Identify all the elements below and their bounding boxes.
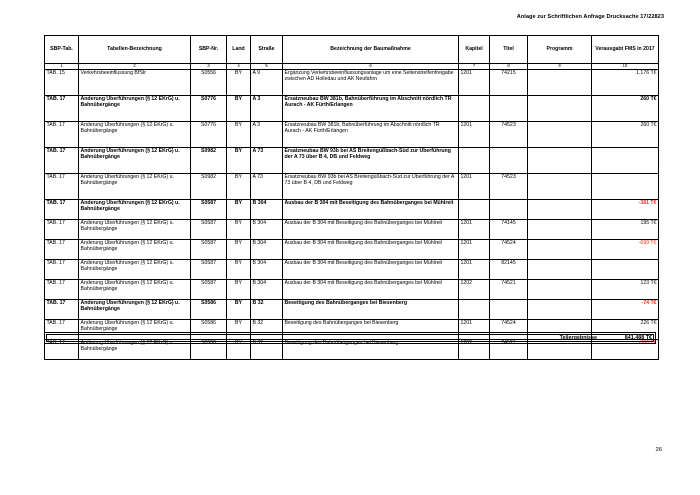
table-row: [45, 219, 659, 239]
table-row: [45, 147, 659, 173]
cell-sbp-tab: TAB. 17: [45, 173, 79, 199]
column-number: 10: [592, 64, 659, 70]
cell-measure: Ersatzneubau BW 93b bei AS Breitengüßbach-Süd zur Überführung der A 73 über B 4, DB und Feldweg: [283, 173, 459, 199]
cell-measure: Beseitigung des Bahnüberganges bei Biesenberg: [283, 319, 459, 339]
cell-sbp-nr: S0587: [191, 259, 227, 279]
cell-sbp-nr: S0587: [191, 239, 227, 259]
table-row: [45, 95, 659, 121]
cell-strasse: B 304: [251, 279, 283, 299]
cell-kapitel: [459, 199, 490, 219]
cell-measure: Ausbau der B 304 mit Beseitigung des Bahnüberganges bei Mühlreit: [283, 199, 459, 219]
cell-kapitel: 1202: [459, 279, 490, 299]
cell-table-name: Änderung Überführungen (§ 12 EKrG) u. Bahnübergänge: [79, 319, 191, 339]
cell-titel: [490, 147, 528, 173]
cell-sbp-nr: S0586: [191, 319, 227, 339]
cell-measure: Ausbau der B 304 mit Beseitigung des Bahnüberganges bei Mühlreit: [283, 279, 459, 299]
cell-sbp-tab: TAB. 17: [45, 259, 79, 279]
cell-strasse: A 3: [251, 121, 283, 147]
cell-sbp-tab: TAB. 17: [45, 121, 79, 147]
cell-titel: 74521: [490, 339, 528, 359]
cell-sbp-nr: S0586: [191, 339, 227, 359]
cell-sbp-tab: TAB. 17: [45, 299, 79, 319]
cell-strasse: B 304: [251, 199, 283, 219]
cell-sbp-nr: S0587: [191, 199, 227, 219]
cell-table-name: Änderung Überführungen (§ 12 EKrG) u. Bahnübergänge: [79, 173, 191, 199]
column-header: Titel: [490, 36, 528, 64]
cell-table-name: Änderung Überführungen (§ 12 EKrG) u. Bahnübergänge: [79, 219, 191, 239]
column-header: Straße: [251, 36, 283, 64]
cell-measure: Ausbau der B 304 mit Beseitigung des Bahnüberganges bei Mühlreit: [283, 239, 459, 259]
cell-kapitel: 1201: [459, 219, 490, 239]
column-number: 1: [45, 64, 79, 70]
cell-sbp-tab: TAB. 15: [45, 69, 79, 95]
cell-table-name: Änderung Überführungen (§ 12 EKrG) u. Bahnübergänge: [79, 147, 191, 173]
cell-kapitel: [459, 147, 490, 173]
cell-fms: [592, 173, 659, 199]
cell-titel: 74215: [490, 69, 528, 95]
cell-sbp-tab: TAB. 17: [45, 95, 79, 121]
cell-sbp-nr: S0587: [191, 279, 227, 299]
cell-sbp-tab: TAB. 17: [45, 339, 79, 359]
cell-sbp-nr: S0587: [191, 219, 227, 239]
table-row: [45, 199, 659, 219]
cell-strasse: A 73: [251, 147, 283, 173]
column-header: Bezeichnung der Baumaßnahme: [283, 36, 459, 64]
table-row: [45, 279, 659, 299]
table-body: [45, 69, 659, 359]
cell-titel: 82145: [490, 259, 528, 279]
cell-titel: 74523: [490, 173, 528, 199]
cell-programm: [528, 239, 592, 259]
table-row: [45, 259, 659, 279]
column-header: Programm: [528, 36, 592, 64]
cell-kapitel: 1201: [459, 173, 490, 199]
table-header: [45, 36, 659, 70]
cell-measure: Ausbau der B 304 mit Beseitigung des Bahnüberganges bei Mühlreit: [283, 219, 459, 239]
column-number: 6: [283, 64, 459, 70]
cell-fms: -699 T€: [592, 239, 659, 259]
cell-kapitel: [459, 95, 490, 121]
cell-table-name: Änderung Überführungen (§ 12 EKrG) u. Bahnübergänge: [79, 279, 191, 299]
cell-table-name: Änderung Überführungen (§ 12 EKrG) u. Bahnübergänge: [79, 199, 191, 219]
cell-land: BY: [227, 173, 251, 199]
table-row: [45, 239, 659, 259]
cell-measure: Ergänzung Verkehrsbeeinflussungsanlage um eine Seitenstreifenfreigabe zwischen AD Holledau und AK Neufahrn: [283, 69, 459, 95]
cell-fms: [592, 147, 659, 173]
cell-strasse: A 3: [251, 95, 283, 121]
cell-sbp-tab: TAB. 17: [45, 219, 79, 239]
cell-titel: [490, 299, 528, 319]
column-header: SBP-Tab.: [45, 36, 79, 64]
cell-kapitel: 1201: [459, 121, 490, 147]
cell-fms: -300 T€: [592, 339, 659, 359]
column-header: SBP-Nr.: [191, 36, 227, 64]
column-number: 7: [459, 64, 490, 70]
cell-land: BY: [227, 95, 251, 121]
column-header: Kapitel: [459, 36, 490, 64]
cell-fms: -381 T€: [592, 199, 659, 219]
cell-titel: 74145: [490, 219, 528, 239]
cell-sbp-nr: S0982: [191, 173, 227, 199]
page-number: 26: [655, 447, 662, 453]
cell-table-name: Änderung Überführungen (§ 12 EKrG) u. Bahnübergänge: [79, 299, 191, 319]
subtotal-label: Teilergebnisse: [559, 335, 597, 341]
column-number: 4: [227, 64, 251, 70]
cell-strasse: B 304: [251, 239, 283, 259]
cell-programm: [528, 147, 592, 173]
cell-fms: 1.176 T€: [592, 69, 659, 95]
cell-fms: 226 T€: [592, 319, 659, 339]
cell-strasse: B 304: [251, 259, 283, 279]
cell-sbp-tab: TAB. 17: [45, 147, 79, 173]
cell-strasse: A 9: [251, 69, 283, 95]
column-number: 3: [191, 64, 227, 70]
cell-table-name: Änderung Überführungen (§ 12 EKrG) u. Bahnübergänge: [79, 95, 191, 121]
cell-measure: Ersatzneubau BW 381b, Bahnüberführung im Abschnitt nördlich TR Aurach - AK Fürth/Erlangen: [283, 121, 459, 147]
cell-table-name: Änderung Überführungen (§ 12 EKrG) u. Bahnübergänge: [79, 121, 191, 147]
column-number: 8: [490, 64, 528, 70]
cell-programm: [528, 121, 592, 147]
cell-land: BY: [227, 239, 251, 259]
cell-titel: 74523: [490, 121, 528, 147]
cell-strasse: B 32: [251, 319, 283, 339]
table-row: [45, 299, 659, 319]
cell-land: BY: [227, 147, 251, 173]
cell-strasse: B 304: [251, 219, 283, 239]
cell-sbp-nr: S0776: [191, 95, 227, 121]
cell-strasse: A 73: [251, 173, 283, 199]
cell-sbp-nr: S0776: [191, 121, 227, 147]
table-row: [45, 69, 659, 95]
cell-programm: [528, 299, 592, 319]
cell-table-name: Verkehrsbeeinflussung BfStr: [79, 69, 191, 95]
cell-titel: [490, 199, 528, 219]
cell-titel: 74524: [490, 319, 528, 339]
cell-kapitel: [459, 299, 490, 319]
header-row: [45, 36, 659, 64]
cell-fms: 123 T€: [592, 279, 659, 299]
subtotal-value: 841.488 T€: [624, 335, 652, 341]
cell-strasse: B 32: [251, 339, 283, 359]
cell-titel: [490, 95, 528, 121]
cell-kapitel: 1201: [459, 69, 490, 95]
cell-kapitel: 1202: [459, 339, 490, 359]
subtotal-bar: [44, 332, 656, 344]
cell-land: BY: [227, 279, 251, 299]
cell-land: BY: [227, 69, 251, 95]
table-row: [45, 173, 659, 199]
cell-programm: [528, 199, 592, 219]
cell-programm: [528, 173, 592, 199]
cell-programm: [528, 69, 592, 95]
document-header-note: Anlage zur Schriftlichen Anfrage Drucksache 17/22823: [516, 14, 664, 20]
cell-fms: 260 T€: [592, 121, 659, 147]
column-number: 9: [528, 64, 592, 70]
cell-measure: Ausbau der B 304 mit Beseitigung des Bahnüberganges bei Mühlreit: [283, 259, 459, 279]
table-row: [45, 121, 659, 147]
cell-land: BY: [227, 319, 251, 339]
cell-table-name: Änderung Überführungen (§ 12 EKrG) u. Bahnübergänge: [79, 339, 191, 359]
cell-fms: -74 T€: [592, 299, 659, 319]
cell-land: BY: [227, 299, 251, 319]
cell-sbp-tab: TAB. 17: [45, 279, 79, 299]
column-number: 5: [251, 64, 283, 70]
cell-table-name: Änderung Überführungen (§ 12 EKrG) u. Bahnübergänge: [79, 259, 191, 279]
cell-land: BY: [227, 219, 251, 239]
cell-sbp-nr: S0556: [191, 69, 227, 95]
cell-sbp-tab: TAB. 17: [45, 319, 79, 339]
cell-land: BY: [227, 121, 251, 147]
cell-kapitel: 1201: [459, 319, 490, 339]
cell-sbp-nr: S0586: [191, 299, 227, 319]
cell-measure: Beseitigung des Bahnüberganges bei Biesenberg: [283, 339, 459, 359]
cell-measure: Beseitigung des Bahnüberganges bei Biesenberg: [283, 299, 459, 319]
cell-fms: 260 T€: [592, 95, 659, 121]
cell-kapitel: 1201: [459, 259, 490, 279]
column-header: Land: [227, 36, 251, 64]
cell-titel: 74524: [490, 239, 528, 259]
cell-land: BY: [227, 259, 251, 279]
expenditure-table: [44, 35, 659, 360]
cell-fms: [592, 259, 659, 279]
cell-kapitel: 1201: [459, 239, 490, 259]
cell-land: BY: [227, 199, 251, 219]
table-container: [44, 35, 658, 360]
cell-strasse: B 32: [251, 299, 283, 319]
cell-titel: 74521: [490, 279, 528, 299]
cell-measure: Ersatzneubau BW 381b, Bahnüberführung im Abschnitt nördlich TR Aurach - AK Fürth/Erlangen: [283, 95, 459, 121]
column-number: 2: [79, 64, 191, 70]
cell-programm: [528, 279, 592, 299]
cell-programm: [528, 259, 592, 279]
cell-measure: Ersatzneubau BW 93b bei AS Breitengüßbach-Süd zur Überführung der A 73 über B 4, DB und Feldweg: [283, 147, 459, 173]
cell-sbp-nr: S0982: [191, 147, 227, 173]
column-header: Tabellen-Bezeichnung: [79, 36, 191, 64]
cell-programm: [528, 219, 592, 239]
cell-programm: [528, 95, 592, 121]
cell-sbp-tab: TAB. 17: [45, 239, 79, 259]
cell-fms: 195 T€: [592, 219, 659, 239]
cell-table-name: Änderung Überführungen (§ 12 EKrG) u. Bahnübergänge: [79, 239, 191, 259]
cell-sbp-tab: TAB. 17: [45, 199, 79, 219]
column-header: Verausgabt FMS in 2017: [592, 36, 659, 64]
cell-land: BY: [227, 339, 251, 359]
